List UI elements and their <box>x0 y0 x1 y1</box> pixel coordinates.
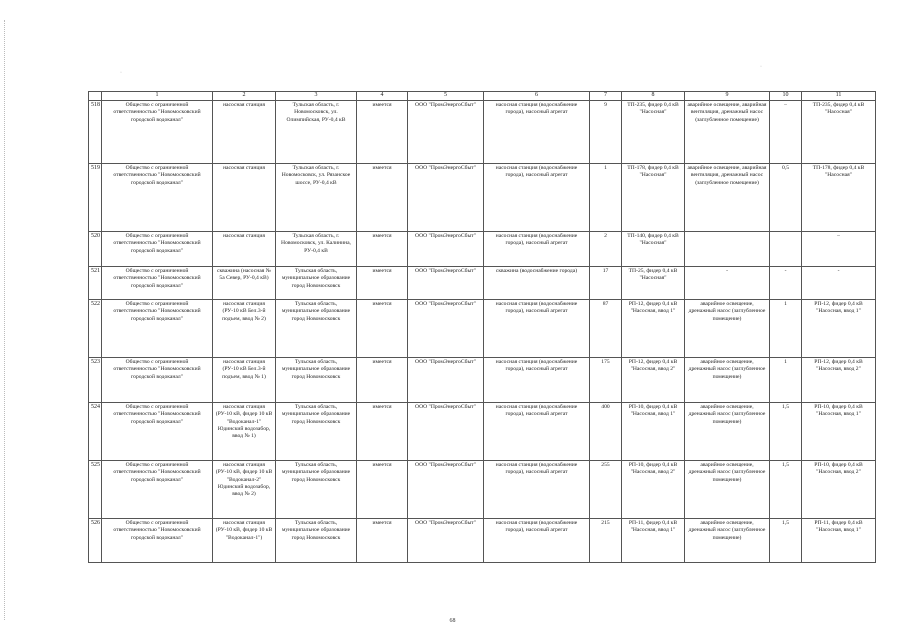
address-cell: Тульская область, г. Новомосковск, ул. Рязанское шоссе, РУ-0,4 кВ <box>276 164 357 232</box>
backup-systems-cell: аварийное освещение, дренажный насос (заглубленное помещение) <box>685 403 770 461</box>
address-cell: Тульская область, муниципальное образование город Новомосковск <box>276 519 357 563</box>
row-number: 523 <box>89 358 102 403</box>
table-row <box>89 403 876 461</box>
margin-rule <box>4 20 5 620</box>
header-cell: 4 <box>357 92 408 101</box>
column-7-cell: 255 <box>590 461 622 519</box>
feeder-cell: ТП-140, фидер 0,4 кВ "Насосная" <box>622 232 685 267</box>
status-cell: имеется <box>357 300 408 358</box>
page-number: 68 <box>449 618 456 624</box>
row-number: 524 <box>89 403 102 461</box>
object-cell: насосная станция <box>213 164 276 232</box>
backup-feeder-cell: - <box>802 267 876 300</box>
supplier-cell: ООО "ПромЭнергоСбыт" <box>408 358 484 403</box>
header-cell: 10 <box>770 92 802 101</box>
object-cell: насосная станция (РУ-10 кВ, фидер 10 кВ "Водоканал-1") <box>213 519 276 563</box>
scan-speck: · <box>760 64 762 70</box>
object-cell: скважина (насосная № 5а Север, РУ-0,4 кВ) <box>213 267 276 300</box>
row-number: 522 <box>89 300 102 358</box>
row-number: 520 <box>89 232 102 267</box>
supplier-cell: ООО "ПромЭнергоСбыт" <box>408 101 484 164</box>
column-10-cell: 1 <box>770 300 802 358</box>
row-number: 518 <box>89 101 102 164</box>
description-cell: насосная станция (водоснабжение города), насосный агрегат <box>484 403 590 461</box>
organization-cell: Общество с ограниченной ответственностью "Новомосковский городской водоканал" <box>102 267 213 300</box>
backup-systems-cell: аварийное освещение, дренажный насос (заглубленное помещение) <box>685 519 770 563</box>
feeder-cell: РП-10, фидер 0,4 кВ "Насосная, ввод 2" <box>622 461 685 519</box>
row-number: 525 <box>89 461 102 519</box>
header-cell: 5 <box>408 92 484 101</box>
object-cell: насосная станция (РУ-10 кВ Бел.3-й подъем, ввод № 1) <box>213 358 276 403</box>
header-cell: 8 <box>622 92 685 101</box>
scan-speck: · <box>120 70 122 76</box>
supplier-cell: ООО "ПромЭнергоСбыт" <box>408 164 484 232</box>
status-cell: имеется <box>357 267 408 300</box>
column-7-cell: 87 <box>590 300 622 358</box>
column-7-cell: 17 <box>590 267 622 300</box>
column-7-cell: 9 <box>590 101 622 164</box>
header-cell: 6 <box>484 92 590 101</box>
organization-cell: Общество с ограниченной ответственностью "Новомосковский городской водоканал" <box>102 461 213 519</box>
registry-table <box>88 91 876 563</box>
status-cell: имеется <box>357 101 408 164</box>
description-cell: скважина (водоснабжение города) <box>484 267 590 300</box>
column-10-cell: – <box>770 101 802 164</box>
backup-systems-cell: аварийное освещение, дренажный насос (заглубленное помещение) <box>685 461 770 519</box>
status-cell: имеется <box>357 164 408 232</box>
address-cell: Тульская область, муниципальное образование город Новомосковск <box>276 461 357 519</box>
status-cell: имеется <box>357 232 408 267</box>
organization-cell: Общество с ограниченной ответственностью "Новомосковский городской водоканал" <box>102 358 213 403</box>
feeder-cell: РП-11, фидер 0,4 кВ "Насосная, ввод 1" <box>622 519 685 563</box>
supplier-cell: ООО "ПромЭнергоСбыт" <box>408 403 484 461</box>
address-cell: Тульская область, муниципальное образование город Новомосковск <box>276 267 357 300</box>
supplier-cell: ООО "ПромЭнергоСбыт" <box>408 300 484 358</box>
row-number: 521 <box>89 267 102 300</box>
address-cell: Тульская область, муниципальное образование город Новомосковск <box>276 300 357 358</box>
table-row <box>89 300 876 358</box>
column-7-cell: 1 <box>590 164 622 232</box>
status-cell: имеется <box>357 403 408 461</box>
backup-systems-cell: аварийное освещение, аварийная вентиляция, дренажный насос (заглубленное помещение) <box>685 164 770 232</box>
backup-feeder-cell: РП-10, фидер 0,4 кВ "Насосная, ввод 2" <box>802 461 876 519</box>
feeder-cell: РП-10, фидер 0,4 кВ "Насосная, ввод 1" <box>622 403 685 461</box>
column-10-cell: 0,5 <box>770 164 802 232</box>
address-cell: Тульская область, г. Новомосковск, ул. Олимпийская, РУ-0,4 кВ <box>276 101 357 164</box>
column-7-cell: 2 <box>590 232 622 267</box>
description-cell: насосная станция (водоснабжение города), насосный агрегат <box>484 519 590 563</box>
description-cell: насосная станция (водоснабжение города), насосный агрегат <box>484 164 590 232</box>
header-row <box>89 92 876 101</box>
table-row <box>89 358 876 403</box>
backup-feeder-cell: РП-12, фидер 0,4 кВ "Насосная, ввод 1" <box>802 300 876 358</box>
backup-feeder-cell: ТП-178, фидер 0,4 кВ "Насосная" <box>802 164 876 232</box>
row-number: 526 <box>89 519 102 563</box>
organization-cell: Общество с ограниченной ответственностью "Новомосковский городской водоканал" <box>102 164 213 232</box>
organization-cell: Общество с ограниченной ответственностью "Новомосковский городской водоканал" <box>102 232 213 267</box>
address-cell: Тульская область, муниципальное образование город Новомосковск <box>276 358 357 403</box>
backup-feeder-cell: РП-11, фидер 0,4 кВ "Насосная, ввод 1" <box>802 519 876 563</box>
backup-systems-cell: аварийное освещение, дренажный насос (заглубленное помещение) <box>685 358 770 403</box>
description-cell: насосная станция (водоснабжение города), насосный агрегат <box>484 101 590 164</box>
backup-systems-cell: аварийное освещение, дренажный насос (заглубленное помещение) <box>685 300 770 358</box>
supplier-cell: ООО "ПромЭнергоСбыт" <box>408 519 484 563</box>
table-row <box>89 519 876 563</box>
column-10-cell: 1,5 <box>770 461 802 519</box>
description-cell: насосная станция (водоснабжение города), насосный агрегат <box>484 300 590 358</box>
column-10-cell: 1 <box>770 358 802 403</box>
header-cell: 11 <box>802 92 876 101</box>
header-cell: 9 <box>685 92 770 101</box>
description-cell: насосная станция (водоснабжение города), насосный агрегат <box>484 461 590 519</box>
backup-systems-cell: аварийное освещение, аварийная вентиляция, дренажный насос (заглубленное помещение) <box>685 101 770 164</box>
address-cell: Тульская область, муниципальное образование город Новомосковск <box>276 403 357 461</box>
organization-cell: Общество с ограниченной ответственностью "Новомосковский городской водоканал" <box>102 300 213 358</box>
column-10-cell: - <box>770 267 802 300</box>
row-number: 519 <box>89 164 102 232</box>
feeder-cell: ТП-25, фидер 0,4 кВ "Насосная" <box>622 267 685 300</box>
header-cell <box>89 92 102 101</box>
backup-feeder-cell: РП-10, фидер 0,4 кВ "Насосная, ввод 1" <box>802 403 876 461</box>
column-10-cell: 1,5 <box>770 403 802 461</box>
table-row <box>89 232 876 267</box>
backup-feeder-cell: РП-12, фидер 0,4 кВ "Насосная, ввод 2" <box>802 358 876 403</box>
status-cell: имеется <box>357 358 408 403</box>
backup-feeder-cell: ТП-235, фидер 0,4 кВ "Насосная" <box>802 101 876 164</box>
column-7-cell: 215 <box>590 519 622 563</box>
column-7-cell: 175 <box>590 358 622 403</box>
address-cell: Тульская область, г. Новомосковск, ул. Калинина, РУ-0,4 кВ <box>276 232 357 267</box>
object-cell: насосная станция (РУ-10 кВ, фидер 10 кВ "Водоканал-2" Юдинский водозабор, ввод № 2) <box>213 461 276 519</box>
column-10-cell: 1,5 <box>770 519 802 563</box>
header-cell: 2 <box>213 92 276 101</box>
status-cell: имеется <box>357 461 408 519</box>
organization-cell: Общество с ограниченной ответственностью "Новомосковский городской водоканал" <box>102 519 213 563</box>
feeder-cell: ТП-235, фидер 0,4 кВ "Насосная" <box>622 101 685 164</box>
table-row <box>89 461 876 519</box>
header-cell: 7 <box>590 92 622 101</box>
description-cell: насосная станция (водоснабжение города), насосный агрегат <box>484 358 590 403</box>
object-cell: насосная станция <box>213 232 276 267</box>
object-cell: насосная станция <box>213 101 276 164</box>
supplier-cell: ООО "ПромЭнергоСбыт" <box>408 232 484 267</box>
column-10-cell <box>770 232 802 267</box>
organization-cell: Общество с ограниченной ответственностью "Новомосковский городской водоканал" <box>102 101 213 164</box>
table-row <box>89 164 876 232</box>
backup-systems-cell: - <box>685 267 770 300</box>
table-row <box>89 101 876 164</box>
description-cell: насосная станция (водоснабжение города), насосный агрегат <box>484 232 590 267</box>
table-row <box>89 267 876 300</box>
header-cell: 3 <box>276 92 357 101</box>
organization-cell: Общество с ограниченной ответственностью "Новомосковский городской водоканал" <box>102 403 213 461</box>
feeder-cell: РП-12, фидер 0,4 кВ "Насосная, ввод 1" <box>622 300 685 358</box>
header-cell: 1 <box>102 92 213 101</box>
supplier-cell: ООО "ПромЭнергоСбыт" <box>408 461 484 519</box>
object-cell: насосная станция (РУ-10 кВ Бел.3-й подъем, ввод № 2) <box>213 300 276 358</box>
object-cell: насосная станция (РУ-10 кВ, фидер 10 кВ "Водоканал-1" Юдинский водозабор, ввод № 1) <box>213 403 276 461</box>
status-cell: имеется <box>357 519 408 563</box>
backup-systems-cell <box>685 232 770 267</box>
feeder-cell: РП-12, фидер 0,4 кВ "Насосная, ввод 2" <box>622 358 685 403</box>
column-7-cell: 400 <box>590 403 622 461</box>
feeder-cell: ТП-178, фидер 0,4 кВ "Насосная" <box>622 164 685 232</box>
backup-feeder-cell: – <box>802 232 876 267</box>
supplier-cell: ООО "ПромЭнергоСбыт" <box>408 267 484 300</box>
